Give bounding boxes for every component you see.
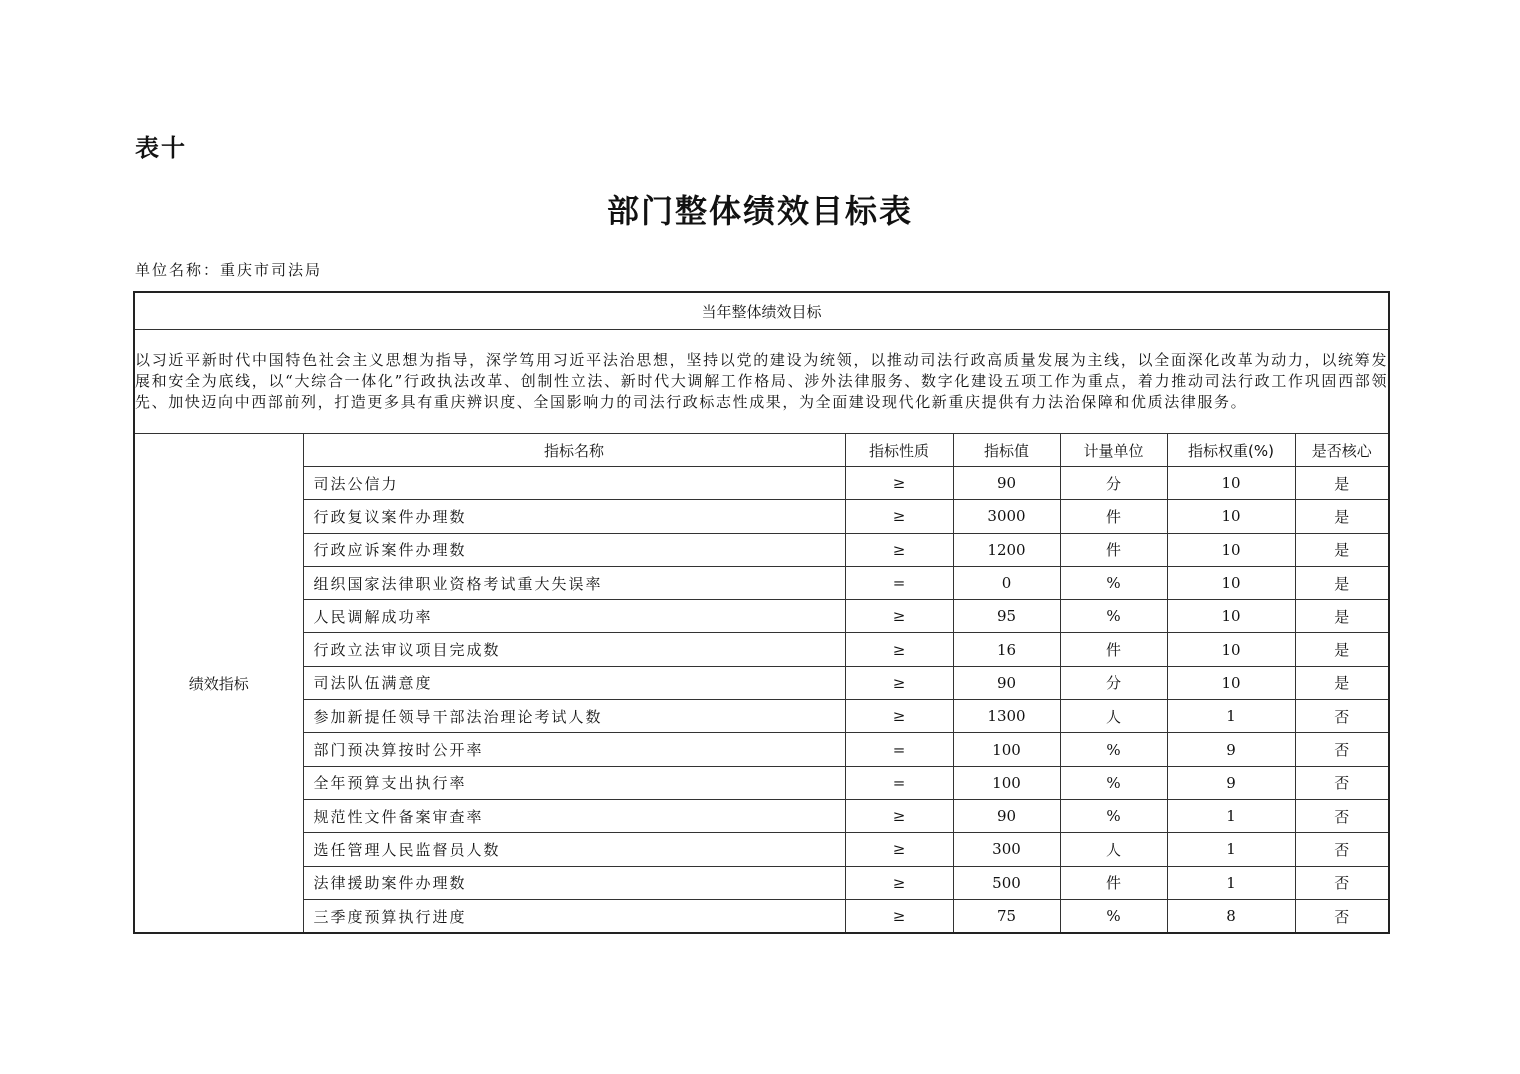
indicator-core-cell: 是 — [1295, 666, 1389, 699]
indicator-value-cell: 75 — [953, 899, 1060, 933]
indicator-nature-cell: ≥ — [845, 833, 953, 866]
indicator-name-cell: 行政应诉案件办理数 — [303, 533, 845, 566]
table-row — [134, 766, 1389, 799]
indicator-nature-cell: ≥ — [845, 666, 953, 699]
goal-text-row — [134, 330, 1389, 434]
indicator-unit-cell: 人 — [1060, 700, 1167, 733]
col-header-value: 指标值 — [953, 434, 1060, 467]
table-row — [134, 500, 1389, 533]
indicator-name-cell: 规范性文件备案审查率 — [303, 799, 845, 832]
table-row — [134, 566, 1389, 599]
indicator-value-cell: 1200 — [953, 533, 1060, 566]
indicator-core-cell: 是 — [1295, 467, 1389, 500]
indicator-weight-cell: 1 — [1167, 833, 1295, 866]
indicator-value-cell: 100 — [953, 733, 1060, 766]
indicator-weight-cell: 10 — [1167, 533, 1295, 566]
indicator-unit-cell: 分 — [1060, 666, 1167, 699]
indicator-weight-cell: 1 — [1167, 799, 1295, 832]
indicator-name-cell: 全年预算支出执行率 — [303, 766, 845, 799]
indicator-weight-cell: 10 — [1167, 633, 1295, 666]
indicator-nature-cell: ≥ — [845, 533, 953, 566]
indicator-core-cell: 是 — [1295, 500, 1389, 533]
indicator-value-cell: 100 — [953, 766, 1060, 799]
indicator-value-cell: 1300 — [953, 700, 1060, 733]
indicator-core-cell: 是 — [1295, 566, 1389, 599]
indicator-core-cell: 否 — [1295, 766, 1389, 799]
indicator-nature-cell: ≥ — [845, 467, 953, 500]
indicator-core-cell: 否 — [1295, 700, 1389, 733]
performance-target-table — [133, 291, 1390, 934]
indicator-unit-cell: 分 — [1060, 467, 1167, 500]
indicator-core-cell: 是 — [1295, 633, 1389, 666]
col-header-nature: 指标性质 — [845, 434, 953, 467]
goal-text-cell: 以习近平新时代中国特色社会主义思想为指导，深学笃用习近平法治思想，坚持以党的建设为统领，以推动司法行政高质量发展为主线，以全面深化改革为动力，以统筹发展和安全为底线，以“大综合一体化”行政执法改革、创制性立法、新时代大调解工作格局、涉外法律服务、数字化建设五项工作为重点，着力推动司法行政工作巩固西部领先、加快迈向中西部前列，打造更多具有重庆辨识度、全国影响力的司法行政标志性成果，为全面建设现代化新重庆提供有力法治保障和优质法律服务。 — [134, 330, 1389, 434]
col-header-name: 指标名称 — [303, 434, 845, 467]
indicator-unit-cell: % — [1060, 766, 1167, 799]
indicator-value-cell: 90 — [953, 467, 1060, 500]
table-number-label: 表十 — [135, 134, 187, 162]
indicator-unit-cell: 件 — [1060, 533, 1167, 566]
indicator-core-cell: 否 — [1295, 733, 1389, 766]
side-label-cell: 绩效指标 — [134, 434, 303, 934]
indicator-weight-cell: 9 — [1167, 766, 1295, 799]
indicator-weight-cell: 10 — [1167, 500, 1295, 533]
indicator-value-cell: 500 — [953, 866, 1060, 899]
indicator-weight-cell: 9 — [1167, 733, 1295, 766]
indicator-nature-cell: ≥ — [845, 866, 953, 899]
indicator-unit-cell: % — [1060, 566, 1167, 599]
document-title: 部门整体绩效目标表 — [606, 192, 913, 230]
table-row — [134, 866, 1389, 899]
indicator-unit-cell: % — [1060, 799, 1167, 832]
indicator-name-cell: 三季度预算执行进度 — [303, 899, 845, 933]
indicator-weight-cell: 10 — [1167, 566, 1295, 599]
indicator-nature-cell: = — [845, 766, 953, 799]
column-header-row — [134, 434, 1389, 467]
indicator-nature-cell: ≥ — [845, 600, 953, 633]
indicator-name-cell: 司法队伍满意度 — [303, 666, 845, 699]
table-row — [134, 733, 1389, 766]
col-header-weight: 指标权重(%) — [1167, 434, 1295, 467]
indicator-name-cell: 行政立法审议项目完成数 — [303, 633, 845, 666]
indicator-value-cell: 95 — [953, 600, 1060, 633]
indicator-name-cell: 行政复议案件办理数 — [303, 500, 845, 533]
indicator-unit-cell: 人 — [1060, 833, 1167, 866]
table-row — [134, 833, 1389, 866]
indicator-weight-cell: 10 — [1167, 666, 1295, 699]
indicator-name-cell: 参加新提任领导干部法治理论考试人数 — [303, 700, 845, 733]
indicator-name-cell: 组织国家法律职业资格考试重大失误率 — [303, 566, 845, 599]
table-row — [134, 600, 1389, 633]
indicator-core-cell: 否 — [1295, 899, 1389, 933]
indicator-weight-cell: 1 — [1167, 866, 1295, 899]
indicator-name-cell: 部门预决算按时公开率 — [303, 733, 845, 766]
table-row — [134, 899, 1389, 933]
indicator-core-cell: 否 — [1295, 833, 1389, 866]
goal-header-cell: 当年整体绩效目标 — [134, 292, 1389, 330]
table-row — [134, 700, 1389, 733]
table-row — [134, 666, 1389, 699]
indicator-weight-cell: 10 — [1167, 600, 1295, 633]
col-header-core: 是否核心 — [1295, 434, 1389, 467]
indicator-nature-cell: ≥ — [845, 633, 953, 666]
unit-name-line: 单位名称：重庆市司法局 — [135, 261, 323, 279]
indicator-nature-cell: ≥ — [845, 899, 953, 933]
indicator-value-cell: 0 — [953, 566, 1060, 599]
table-row — [134, 633, 1389, 666]
indicator-unit-cell: 件 — [1060, 633, 1167, 666]
indicator-weight-cell: 10 — [1167, 467, 1295, 500]
indicator-core-cell: 是 — [1295, 600, 1389, 633]
indicator-unit-cell: % — [1060, 899, 1167, 933]
indicator-core-cell: 否 — [1295, 799, 1389, 832]
indicator-value-cell: 16 — [953, 633, 1060, 666]
col-header-unit: 计量单位 — [1060, 434, 1167, 467]
indicator-unit-cell: 件 — [1060, 866, 1167, 899]
table-row — [134, 467, 1389, 500]
indicator-weight-cell: 8 — [1167, 899, 1295, 933]
indicator-value-cell: 90 — [953, 666, 1060, 699]
indicator-value-cell: 3000 — [953, 500, 1060, 533]
indicator-unit-cell: 件 — [1060, 500, 1167, 533]
indicator-name-cell: 司法公信力 — [303, 467, 845, 500]
indicator-name-cell: 人民调解成功率 — [303, 600, 845, 633]
indicator-name-cell: 选任管理人民监督员人数 — [303, 833, 845, 866]
table-row — [134, 799, 1389, 832]
indicator-nature-cell: = — [845, 566, 953, 599]
indicator-core-cell: 是 — [1295, 533, 1389, 566]
indicator-nature-cell: ≥ — [845, 500, 953, 533]
indicator-unit-cell: % — [1060, 733, 1167, 766]
goal-header-row — [134, 292, 1389, 330]
indicator-nature-cell: = — [845, 733, 953, 766]
indicator-name-cell: 法律援助案件办理数 — [303, 866, 845, 899]
indicator-unit-cell: % — [1060, 600, 1167, 633]
indicator-nature-cell: ≥ — [845, 799, 953, 832]
indicator-core-cell: 否 — [1295, 866, 1389, 899]
indicator-weight-cell: 1 — [1167, 700, 1295, 733]
indicator-value-cell: 300 — [953, 833, 1060, 866]
indicator-nature-cell: ≥ — [845, 700, 953, 733]
table-row — [134, 533, 1389, 566]
indicator-value-cell: 90 — [953, 799, 1060, 832]
